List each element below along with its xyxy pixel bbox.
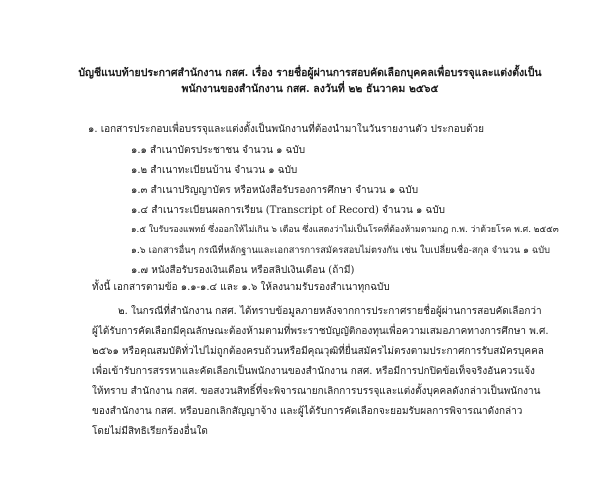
section-2-line: ๒๕๖๑ หรือคุณสมบัติทั่วไปไม่ถูกต้องครบถ้วนหรือมีคุณวุฒิที่ยื่นสมัครไม่ตรงตามประกาศการรับสมัครบุคคล — [92, 346, 544, 357]
document-title-line-2: พนักงานของสำนักงาน กสศ. ลงวันที่ ๒๒ ธันวาคม ๒๕๖๕ — [181, 83, 439, 95]
section-2-line: ให้ทราบ สำนักงาน กสศ. ขอสงวนสิทธิ์ที่จะพิจารณายกเลิกการบรรจุและแต่งตั้งบุคคลดังกล่าวเป็นพนักงาน — [92, 386, 541, 397]
list-item: ๑.๓ สำเนาปริญญาบัตร หรือหนังสือรับรองการศึกษา จำนวน ๑ ฉบับ — [131, 185, 419, 196]
section-2-line: ๒. ในกรณีที่สำนักงาน กสศ. ได้ทราบข้อมูลภายหลังจากการประกาศรายชื่อผู้ผ่านการสอบคัดเลือกว่า — [118, 306, 542, 317]
section-1-note: ทั้งนี้ เอกสารตามข้อ ๑.๑-๑.๔ และ ๑.๖ ให้ลงนามรับรองสำเนาทุกฉบับ — [92, 282, 390, 293]
list-item: ๑.๗ หนังสือรับรองเงินเดือน หรือสลิปเงินเดือน (ถ้ามี) — [131, 265, 355, 276]
section-2-line: ของสำนักงาน กสศ. หรือบอกเลิกสัญญาจ้าง และผู้ได้รับการคัดเลือกจะยอมรับผลการพิจารณาดังกล่าว — [92, 406, 523, 417]
section-2-line: โดยไม่มีสิทธิเรียกร้องอื่นใด — [92, 426, 208, 437]
section-2-line: ผู้ได้รับการคัดเลือกมีคุณลักษณะต้องห้ามตามที่พระราชบัญญัติกองทุนเพื่อความเสมอภาคทางการศึกษา พ.ศ. — [92, 326, 549, 337]
list-item: ๑.๔ สำเนาระเบียนผลการเรียน (Transcript of Record) จำนวน ๑ ฉบับ — [131, 205, 446, 216]
section-1-heading: ๑. เอกสารประกอบเพื่อบรรจุและแต่งตั้งเป็นพนักงานที่ต้องนำมาในวันรายงานตัว ประกอบด้วย — [88, 124, 485, 135]
list-item: ๑.๕ ใบรับรองแพทย์ ซึ่งออกให้ไม่เกิน ๖ เดือน ซึ่งแสดงว่าไม่เป็นโรคที่ต้องห้ามตามกฎ ก.พ. ว่าด้วยโรค พ.ศ. ๒๕๕๓ — [131, 225, 559, 235]
list-item: ๑.๑ สำเนาบัตรประชาชน จำนวน ๑ ฉบับ — [131, 145, 306, 156]
list-item: ๑.๖ เอกสารอื่นๆ กรณีที่หลักฐานและเอกสารการสมัครสอบไม่ตรงกัน เช่น ใบเปลี่ยนชื่อ-สกุล จำนวน ๑ ฉบับ — [131, 245, 550, 256]
document-title-line-1: บัญชีแนบท้ายประกาศสำนักงาน กสศ. เรื่อง รายชื่อผู้ผ่านการสอบคัดเลือกบุคคลเพื่อบรรจุและแต่งตั้งเป็น — [78, 67, 542, 79]
section-2-line: เพื่อเข้ารับการสรรหาและคัดเลือกเป็นพนักงานของสำนักงาน กสศ. หรือมีการปกปิดข้อเท็จจริงอันควรแจ้ง — [92, 366, 535, 377]
list-item: ๑.๒ สำเนาทะเบียนบ้าน จำนวน ๑ ฉบับ — [131, 165, 298, 176]
